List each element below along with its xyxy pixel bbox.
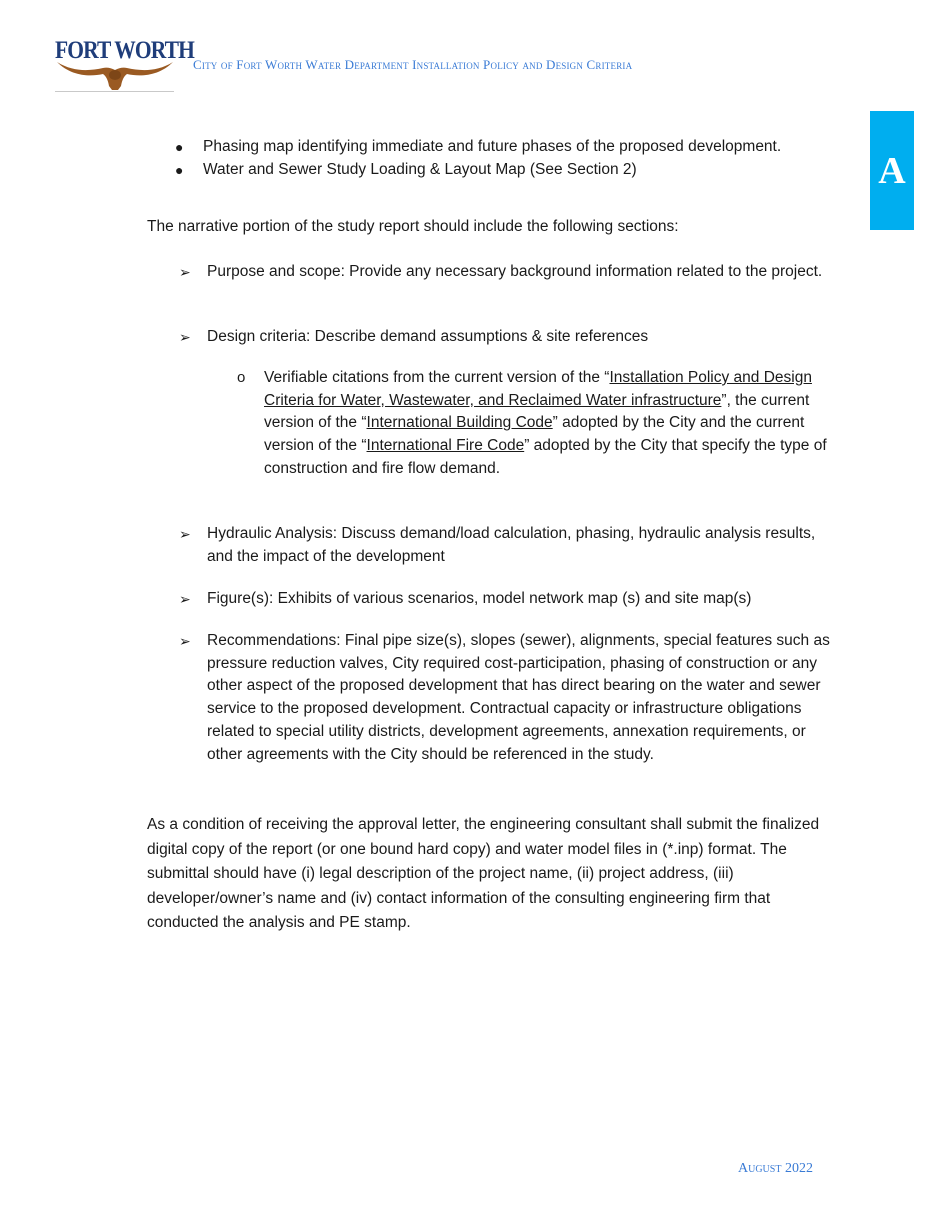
page-header-title: City of Fort Worth Water Department Installation Policy and Design Criteria (193, 57, 633, 72)
fort-worth-logo (55, 37, 195, 92)
arrow-bullet-icon: ➢ (179, 526, 191, 542)
arrow-bullet-icon: ➢ (179, 264, 191, 280)
bullet-icon: ● (175, 139, 184, 155)
logo-wordmark: FORT WORTH (55, 37, 195, 64)
section-recommendations: ➢ Recommendations: Final pipe size(s), slopes (sewer), alignments, special features such as pressure reduction valves, City required cost-participation, phasing of construction or any other aspect of the proposed development that has direct bearing on the water and sewer service to the proposed development. Contractual capacity or infrastructure obligations related to special utility districts, development agreements, annexation requirements, or other agreements with the City should be referenced in the study. (179, 632, 830, 763)
installation-policy-link[interactable]: Installation Policy and Design Criteria for Water, Wastewater, and Reclaimed Water infrastructure (264, 369, 812, 409)
section-figures: ➢ Figure(s): Exhibits of various scenarios, model network map (s) and site map(s) (207, 588, 837, 611)
section-design-criteria: ➢ Design criteria: Describe demand assumptions & site references (207, 326, 837, 349)
arrow-bullet-icon: ➢ (179, 329, 191, 345)
section-tab: A (870, 111, 914, 230)
logo-divider (55, 91, 174, 92)
arrow-bullet-icon: ➢ (179, 633, 191, 649)
intro-paragraph: The narrative portion of the study report should include the following sections: (147, 218, 679, 235)
page-footer-date: August 2022 (738, 1161, 813, 1176)
longhorn-icon (55, 58, 175, 92)
bullet-icon: ● (175, 162, 184, 178)
fire-code-link[interactable]: International Fire Code (366, 437, 525, 455)
arrow-bullet-icon: ➢ (179, 591, 191, 607)
building-code-link[interactable]: International Building Code (366, 414, 553, 432)
section-hydraulic-analysis: ➢ Hydraulic Analysis: Discuss demand/load calculation, phasing, hydraulic analysis results, and the impact of the development (179, 525, 816, 565)
list-item: ● Phasing map identifying immediate and future phases of the proposed development. (203, 136, 781, 159)
circle-bullet-icon: o (237, 369, 246, 386)
closing-paragraph: As a condition of receiving the approval letter, the engineering consultant shall submit the finalized digital copy of the report (or one bound hard copy) and water model files in (*.inp) format. The submittal should have (i) legal description of the project name, (ii) project address, (iii) developer/owner’s name and (iv) contact information of the consulting engineering firm that conducted the analysis and PE stamp. (147, 816, 820, 931)
citation-item: o Verifiable citations from the current version of the “Installation Policy and Design Criteria for Water, Wastewater, and Reclaimed Water infrastructure”, the current version of the “International Building Code” adopted by the City and the current version of the “International Fire Code” adopted by the City that specify the type of construction and fire flow demand. (237, 369, 827, 477)
list-item: ● Water and Sewer Study Loading & Layout Map (See Section 2) (203, 159, 637, 182)
section-purpose: ➢ Purpose and scope: Provide any necessary background information related to the project. (207, 261, 837, 284)
